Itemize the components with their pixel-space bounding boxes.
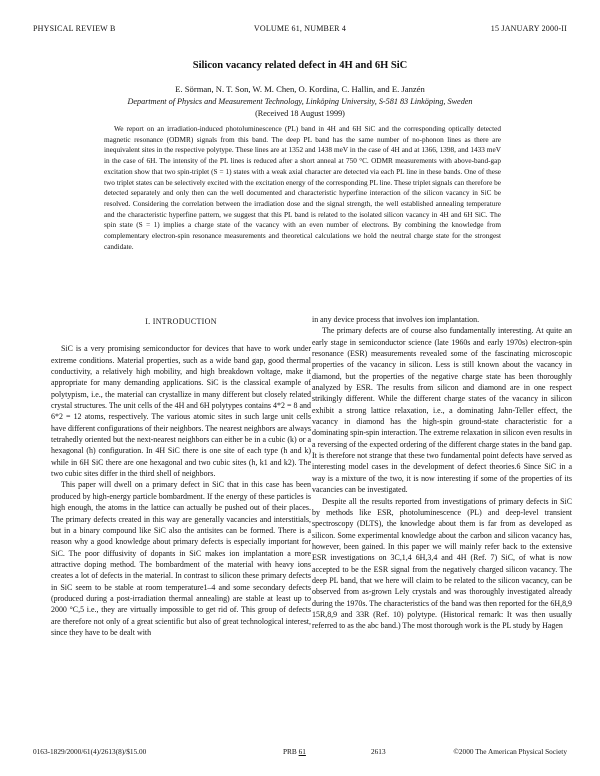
paragraph: SiC is a very promising semiconductor for devices that have to work under extreme conditions. Material properties, such as a wide band gap, good thermal conductivity, a relatively high mobility, and high breakdown voltage, make it appropriate for many demanding applications. SiC is the classical example of polytypism, i.e., the material can crystallize in many different but closely related crystal structures. The unit cells of the 4H and 6H polytypes contains 4*2 = 8 and 6*2 = 12 atoms, respectively. The various atomic sites in such large unit cells have different configurations of their neighbors. The nearest neighbors are always tetrahedly oriented but the next-nearest neighbors can either be in a cubic (k) or a hexagonal (h) configuration. In 4H SiC there is one site of each type (h and k) while in 6H SiC there are one hexagonal and two cubic sites (h, k1 and k2). The two cubic sites differ in the third shell of neighbors. [51,344,312,479]
journal-abbrev: PRB [283,747,297,756]
journal-citation [283,747,371,756]
issue-date: 15 JANUARY 2000-II [490,24,567,33]
article-code: 0163-1829/2000/61(4)/2613(8)/$15.00 [33,747,147,756]
author-list: E. Sörman, N. T. Son, W. M. Chen, O. Kordina, C. Hallin, and E. Janzén [175,84,425,94]
body-column-left [51,316,311,638]
paragraph: Despite all the results reported from investigations of primary defects in SiC by methods like ESR, photoluminescence (PL) and deep-level transient spectroscopy (DLTS), the knowledge about them is far from as developed as silicon. Some experimental knowledge about the carbon and silicon vacancy has, however, been gained. In this paper we will mainly refer back to the extensive ESR investigations on 3C,1,4 6H,3,4 and 4H (Ref. 7) SiC, of what is now accepted to be the ESR signal from the negatively charged silicon vacancy. The deep PL band, that we here will claim to be related to the silicon vacancy, can be observed from as-grown Lely crystals and was thoroughly investigated already during the 1970s. The characteristics of the band was then reported for the 6H,8,9 15R,8,9 and 33R (Ref. 10) polytype. (Historical remark: It was then usually referred to as the abc band.) The most thorough work is the PL study by Hagen [312,496,572,631]
section-heading: I. INTRODUCTION [145,317,217,326]
journal-name: PHYSICAL REVIEW B [33,24,116,33]
paragraph: in any device process that involves ion implantation. [312,315,480,324]
volume: 61 [298,747,306,756]
affiliation: Department of Physics and Measurement Technology, Linköping University, S-581 83 Linköping, Sweden [127,97,473,106]
paragraph: This paper will dwell on a primary defect in SiC that in this case has been produced by high-energy particle bombardment. If the energy of these particles is high enough, the atoms in the lattice can actually be pushed out of their places. The primary defects created in this way are generally vacancies and interstitials, but in a binary compound like SiC also the antisites can be formed. There is a reason why a good knowledge about primary defects is especially important for SiC. The poor diffusivity of dopants in SiC makes ion implantation a more attractive doping method. The bombardment of the material with heavy ions creates a lot of defects in the material. In contrast to silicon these primary defects in SiC seem to be stable at room temperature1–4 and some secondary defects (produced during a post-irradiation thermal annealing) are stable at least up to 2000 °C,5 i.e., they are virtually impossible to get rid of. This group of defects are therefore not only of a great scientific but also of great technological interest, since they have to be dealt with [51,480,311,637]
running-head [33,24,567,33]
paragraph: The primary defects are of course also fundamentally interesting. At quite an early stage in semiconductor science (late 1960s and early 1970s) electron-spin resonance (ESR) measurements revealed some of the fascinating microscopic properties of the vacancy in silicon. Less is still known about the vacancy in diamond, but the properties of the negative charge state has been thoroughly analyzed by ESR. The results from silicon and diamond are in one respect strikingly different. While the different charge states of the vacancy in silicon exhibit a strong lattice relaxation, i.e., a dominating Jahn-Teller effect, the vacancy in diamond has the high-spin ground-state characteristic for a dominating spin-spin interaction. The extreme relaxation in silicon even results in a reversing of the expected ordering of the different charge states in the band gap. It is therefore not strange that these two fundamental point defects have served as interesting model cases in the development of defect theories.6 Since SiC in a way is a mixture of the two, it is now interesting if some of the properties of its vacancies can be investigated. [312,326,572,495]
abstract: We report on an irradiation-induced photoluminescence (PL) band in 4H and 6H SiC and the corresponding optically detected magnetic resonance (ODMR) signals from this band. The deep PL band has the same number of no-phonon lines as there are inequivalent sites in the respective polytype. These lines are at 1352 and 1438 meV in the case of 4H and at 1366, 1398, and 1433 meV in the case of 6H. The intensity of the PL lines is reduced after a short anneal at 750 °C. ODMR measurements with above-band-gap excitation show that two spin-triplet (S = 1) states with a weak axial character are detected via each PL line in these bands. One of these two triplet states can be selectively excited with the excitation energy of the corresponding PL line. These triplet signals can therefore be detected separately and only then can the well documented and characteristic hyperfine interaction of the silicon vacancy in SiC be resolved. Considering the correlation between the irradiation dose and the signal strength, the well established annealing temperature and the characteristic hyperfine pattern, we suggest that this PL band is related to the isolated silicon vacancy in 4H and 6H SiC. The spin state (S = 1) implies a charge state of the vacancy with an even number of electrons. By combining the knowledge from complementary electron-spin resonance measurements and theoretical calculations we hold the neutral charge state for the strongest candidate. [104,125,501,251]
page-number: 2613 [371,747,386,756]
body-column-right [312,314,572,632]
volume-number: VOLUME 61, NUMBER 4 [253,24,347,33]
copyright: ©2000 The American Physical Society [453,747,567,756]
article-title: Silicon vacancy related defect in 4H and 6H SiC [192,60,408,71]
received-date: (Received 18 August 1999) [255,109,345,118]
page-footer [33,747,567,756]
